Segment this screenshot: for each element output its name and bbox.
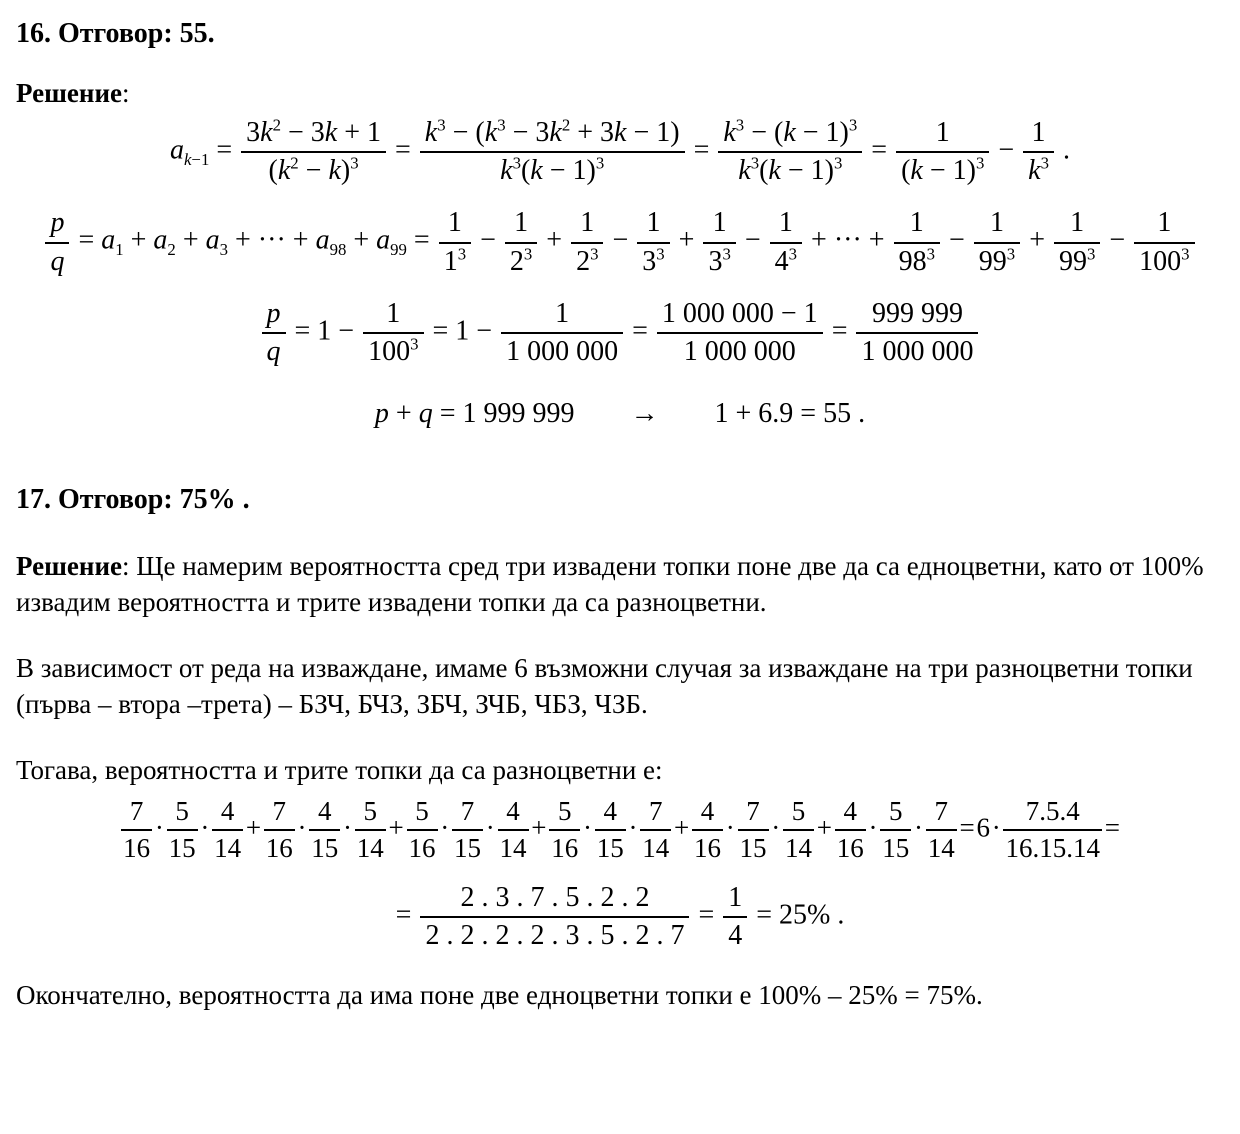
formula-pq-value: $\frac{p}{q}$ = 1 − $\frac{1}{100^3}$ = 1 − $\frac{1}{1 000 000}$ = $\frac{1 000 000 - 1}{1 000 000}$ = $\frac{999 999}{1 000 000}$ xyxy=(16,298,1224,368)
problem17-cases-paragraph: В зависимост от реда на изваждане, имаме 6 възможни случая за изваждане на три разноцветни топки (първа – втора –трета) – БЗЧ, БЧЗ, ЗБЧ, ЗЧБ, ЧБЗ, ЧЗБ. xyxy=(16,653,1193,720)
solution-label-text: Решение xyxy=(16,551,122,582)
solution-label-text: Решение xyxy=(16,78,122,108)
formula-probability-six-cases: $\frac{7}{16}$ · $\frac{5}{15}$ · $\frac{4}{14}$ + $\frac{7}{16}$ · $\frac{4}{15}$ · $\frac{5}{14}$ + $\frac{5}{16}$ · $\frac{7}{15}$ · $\frac{4}{14}$ + $\frac{5}{16}$ · $\frac{4}{15}$ · $\frac{7}{14}$ + $\frac{4}{16}$ · $\frac{7}{15}$ · $\frac{5}{14}$ + $\frac{4}{16}$ · $\frac{5}{15}$ · $\frac{7}{14}$ = 6 · $\frac{7.5.4}{16.15.14}$ = xyxy=(123,796,1120,864)
formula-p-plus-q-conclusion: p + q = 1 999 999 → 1 + 6.9 = 55 . xyxy=(374,398,866,430)
formula-a-k-minus-1: $a_{k-1}$ = $\frac{3k^2 - 3k + 1}{(k^2 - k)^3}$ = $\frac{k^3 - (k^3 - 3k^2 + 3k - 1)}{k^3(k - 1)^3}$ = $\frac{k^3 - (k - 1)^3}{k^3(k - 1)^3}$ = $\frac{1}{(k - 1)^3}$ − $\frac{1}{k^3}$ . xyxy=(170,115,1070,187)
formula-pq-telescoping-sum: $\frac{p}{q}$ = $a_1 + a_2 + a_3$ + ··· + $a_{98} + a_{99}$ = $\frac{1}{1^3}$ − $\frac{1}{2^3}$ + $\frac{1}{2^3}$ − $\frac{1}{3^3}$ + $\frac{1}{3^3}$ − $\frac{1}{4^3}$ + ··· + $\frac{1}{98^3}$ − $\frac{1}{99^3}$ + $\frac{1}{99^3}$ − $\frac{1}{100^3}$ xyxy=(16,207,1224,277)
solution-intro-text: : Ще намерим вероятността сред три извадени топки поне две да са едноцветни, като от 100% извадим вероятността и трите извадени топки да са разноцветни. xyxy=(16,551,1204,618)
problem17-closing-paragraph: Окончателно, вероятността да има поне две едноцветни топки е 100% – 25% = 75%. xyxy=(16,979,983,1010)
problem17-solution-paragraph xyxy=(16,548,1224,620)
formula-simplification: = $\frac{2 . 3 . 7 . 5 . 2 . 2}{2 . 2 . 2 . 2 . 3 . 5 . 2 . 7}$ = $\frac{1}{4}$ = 25% . xyxy=(395,882,845,952)
solution-label-colon: : xyxy=(122,78,130,108)
problem16-solution-label xyxy=(16,78,1224,109)
problem16-heading: 16. Отговор: 55. xyxy=(16,18,215,49)
problem17-then-paragraph: Тогава, вероятността и трите топки да са разноцветни е: xyxy=(16,755,663,786)
problem17-heading: 17. Отговор: 75% . xyxy=(16,484,250,516)
